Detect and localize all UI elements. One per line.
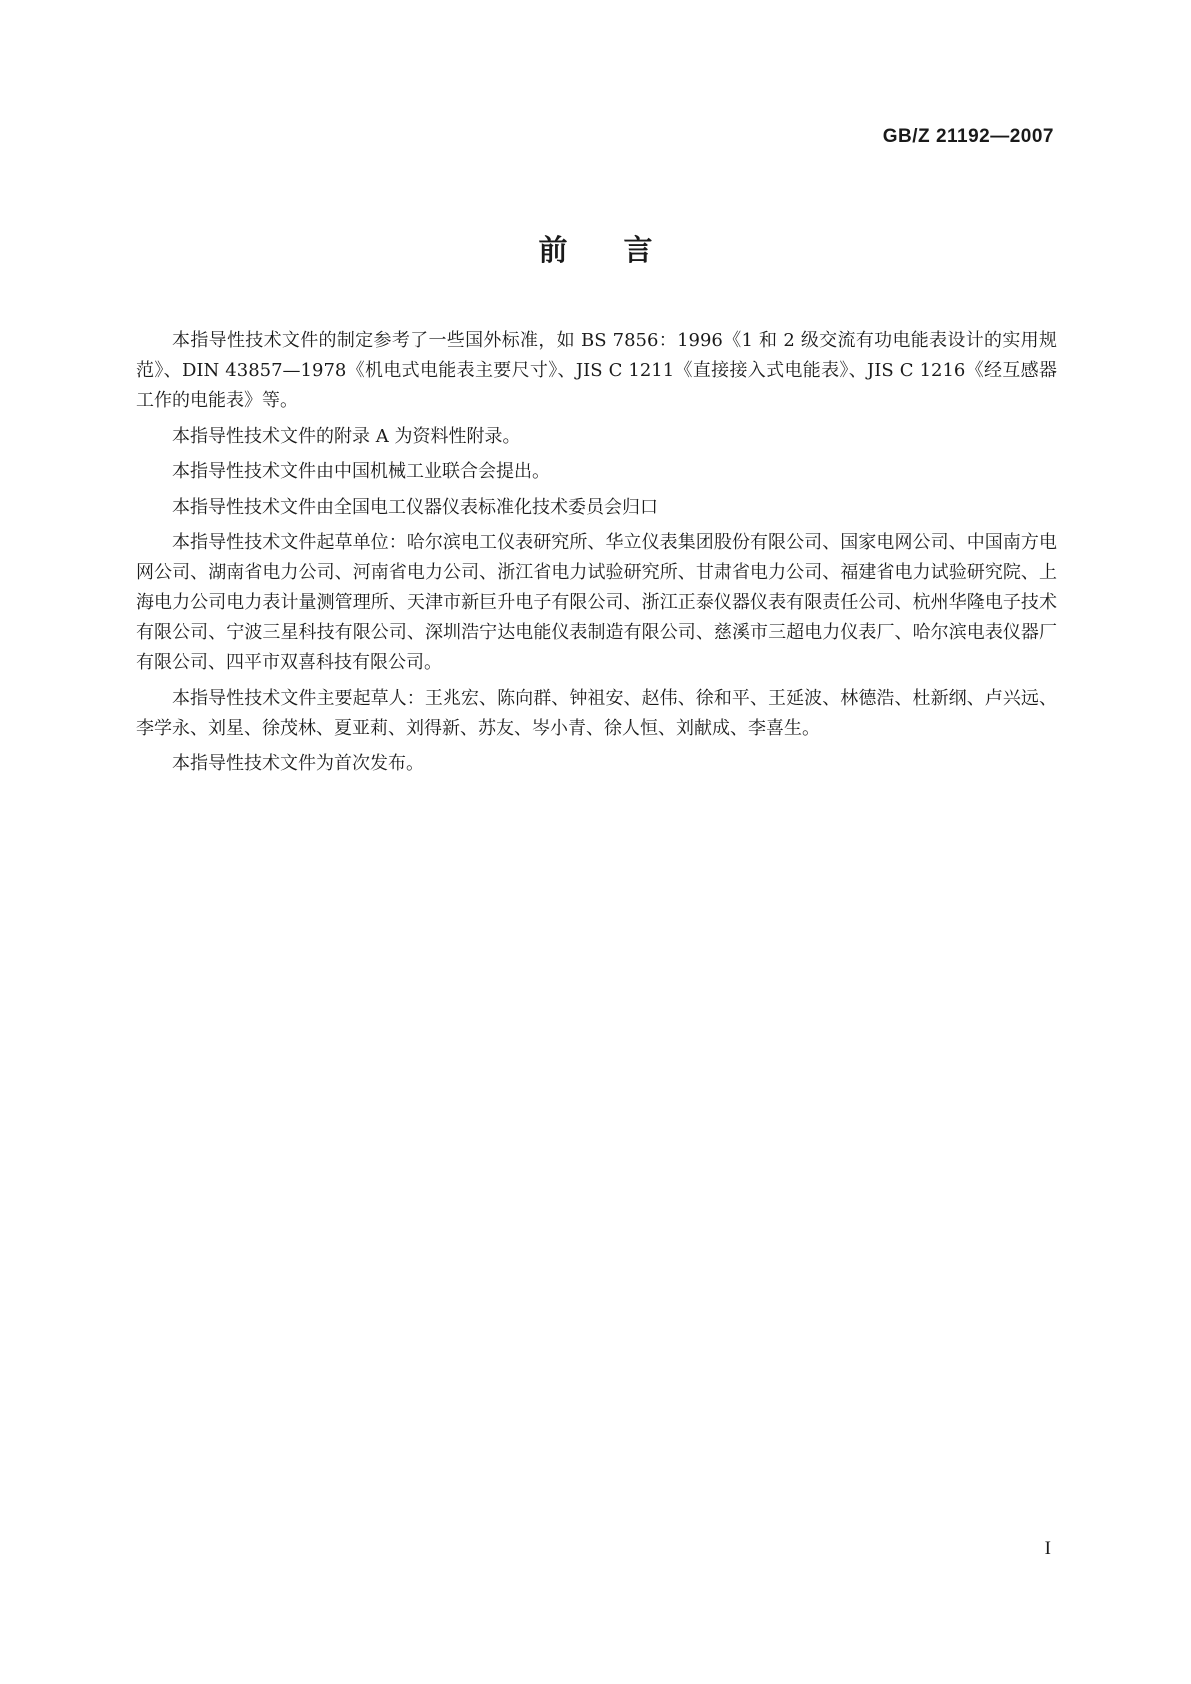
paragraph-first-release: 本指导性技术文件为首次发布。 <box>172 753 424 774</box>
paragraph-committee: 本指导性技术文件由全国电工仪器仪表标准化技术委员会归口 <box>172 496 658 518</box>
paragraph-drafters: 本指导性技术文件主要起草人：王兆宏、陈向群、钟祖安、赵伟、徐和平、王延波、林德浩、杜新纲、卢兴远、李学永、刘星、徐茂林、夏亚莉、刘得新、苏友、岑小青、徐人恒、刘献成、李喜生。 <box>136 687 1057 739</box>
standard-number: GB/Z 21192—2007 <box>882 126 1054 147</box>
paragraph-annex: 本指导性技术文件的附录 A 为资料性附录。 <box>172 425 521 447</box>
page-number: I <box>1044 1538 1051 1559</box>
paragraph-proposer: 本指导性技术文件由中国机械工业联合会提出。 <box>172 461 550 482</box>
paragraph-drafting-units: 本指导性技术文件起草单位：哈尔滨电工仪表研究所、华立仪表集团股份有限公司、国家电网公司、中国南方电网公司、湖南省电力公司、河南省电力公司、浙江省电力试验研究所、甘肃省电力公司、福建省电力试验研究院、上海电力公司电力表计量测管理所、天津市新巨升电子有限公司、浙江正泰仪器仪表有限责任公司、杭州华隆电子技术有限公司、宁波三星科技有限公司、深圳浩宁达电能仪表制造有限公司、慈溪市三超电力仪表厂、哈尔滨电表仪器厂有限公司、四平市双喜科技有限公司。 <box>136 532 1057 673</box>
page-title: 前言 <box>538 233 709 267</box>
foreword-body <box>136 326 1057 785</box>
paragraph-references: 本指导性技术文件的制定参考了一些国外标准，如 BS 7856：1996《1 和 2 级交流有功电能表设计的实用规范》、DIN 43857—1978《机电式电能表主要尺寸》、JIS C 1211《直接接入式电能表》、JIS C 1216《经互感器工作的电能表》等。 <box>136 330 1057 411</box>
